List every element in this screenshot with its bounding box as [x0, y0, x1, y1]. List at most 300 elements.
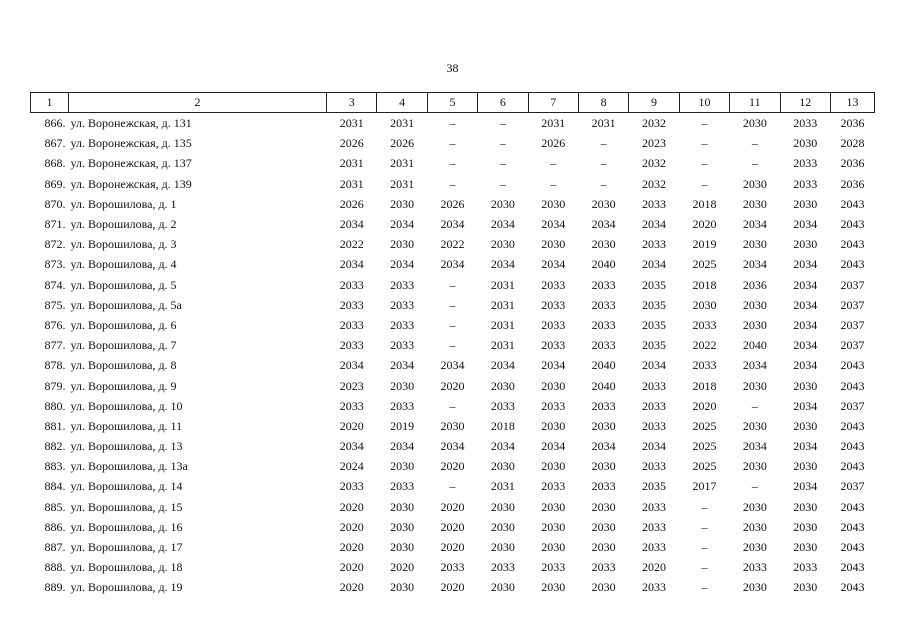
year-cell: 2033 — [642, 237, 667, 252]
year-cell: 2034 — [642, 439, 667, 454]
year-cell: – — [499, 176, 506, 191]
year-cell: – — [449, 479, 456, 494]
year-cell: 2033 — [339, 398, 364, 413]
year-cell: – — [550, 156, 557, 171]
year-cell: 2020 — [339, 540, 364, 555]
address-cell: ул. Ворошилова, д. 4 — [70, 257, 177, 272]
table-row — [31, 537, 875, 557]
year-cell: 2030 — [793, 418, 818, 433]
year-cell: – — [449, 398, 456, 413]
year-cell: 2032 — [642, 176, 667, 191]
table-row — [31, 497, 875, 517]
year-cell: 2033 — [793, 560, 818, 575]
year-cell: 2030 — [390, 196, 415, 211]
year-cell: 2034 — [793, 257, 818, 272]
year-cell: 2033 — [541, 560, 566, 575]
year-cell: 2018 — [692, 378, 717, 393]
year-cell: 2020 — [440, 540, 465, 555]
year-cell: 2033 — [642, 540, 667, 555]
year-cell: 2043 — [840, 499, 865, 514]
year-cell: 2034 — [490, 257, 515, 272]
year-cell: 2023 — [642, 136, 667, 151]
year-cell: 2026 — [390, 136, 415, 151]
year-cell: – — [701, 136, 708, 151]
year-cell: 2036 — [840, 116, 865, 131]
year-cell: 2033 — [642, 580, 667, 595]
year-cell: 2034 — [742, 217, 767, 232]
year-cell: – — [701, 580, 708, 595]
year-cell: 2034 — [390, 217, 415, 232]
year-cell: 2034 — [390, 358, 415, 373]
header-cell: 13 — [830, 93, 874, 113]
address-cell: ул. Ворошилова, д. 6 — [70, 317, 177, 332]
year-cell: 2035 — [642, 317, 667, 332]
year-cell: 2030 — [390, 499, 415, 514]
table-row — [31, 436, 875, 456]
address-cell: ул. Ворошилова, д. 14 — [70, 479, 183, 494]
year-cell: 2030 — [541, 378, 566, 393]
year-cell: 2030 — [742, 519, 767, 534]
year-cell: – — [751, 136, 758, 151]
year-cell: 2017 — [692, 479, 717, 494]
year-cell: 2030 — [541, 519, 566, 534]
year-cell: 2028 — [840, 136, 865, 151]
year-cell: 2030 — [541, 196, 566, 211]
table-row — [31, 396, 875, 416]
year-cell: 2020 — [339, 560, 364, 575]
table-header — [31, 93, 875, 113]
year-cell: – — [449, 277, 456, 292]
year-cell: 2030 — [742, 418, 767, 433]
address-cell: ул. Ворошилова, д. 17 — [70, 540, 183, 555]
year-cell: 2040 — [742, 338, 767, 353]
table-row — [31, 234, 875, 254]
year-cell: 2043 — [840, 378, 865, 393]
year-cell: 2031 — [541, 116, 566, 131]
row-number: 875. — [44, 297, 66, 312]
year-cell: 2030 — [591, 196, 616, 211]
table-row — [31, 254, 875, 274]
year-cell: 2020 — [339, 418, 364, 433]
year-cell: 2031 — [490, 297, 515, 312]
year-cell: 2030 — [390, 378, 415, 393]
year-cell: 2031 — [490, 277, 515, 292]
year-cell: 2033 — [642, 196, 667, 211]
row-number: 886. — [44, 519, 66, 534]
row-number: 869. — [44, 176, 66, 191]
address-cell: ул. Ворошилова, д. 10 — [70, 398, 183, 413]
year-cell: 2030 — [490, 519, 515, 534]
year-cell: 2024 — [339, 459, 364, 474]
year-cell: 2034 — [742, 439, 767, 454]
year-cell: 2033 — [642, 378, 667, 393]
address-cell: ул. Ворошилова, д. 19 — [70, 580, 183, 595]
year-cell: 2031 — [490, 317, 515, 332]
year-cell: 2030 — [742, 297, 767, 312]
year-cell: 2030 — [541, 418, 566, 433]
year-cell: 2033 — [742, 560, 767, 575]
year-cell: 2034 — [390, 439, 415, 454]
year-cell: 2030 — [541, 459, 566, 474]
year-cell: 2033 — [692, 358, 717, 373]
table-row — [31, 557, 875, 577]
year-cell: 2030 — [390, 519, 415, 534]
year-cell: 2030 — [490, 196, 515, 211]
header-cell: 6 — [478, 93, 528, 113]
row-number: 873. — [44, 257, 66, 272]
address-cell: ул. Воронежская, д. 135 — [70, 136, 192, 151]
year-cell: 2033 — [541, 297, 566, 312]
year-cell: 2043 — [840, 237, 865, 252]
year-cell: 2034 — [793, 277, 818, 292]
year-cell: – — [751, 398, 758, 413]
year-cell: 2033 — [339, 277, 364, 292]
data-table — [30, 92, 875, 598]
year-cell: – — [449, 176, 456, 191]
address-cell: ул. Ворошилова, д. 7 — [70, 338, 177, 353]
year-cell: 2034 — [339, 217, 364, 232]
year-cell: 2033 — [490, 398, 515, 413]
year-cell: 2025 — [692, 257, 717, 272]
year-cell: 2020 — [390, 560, 415, 575]
year-cell: 2037 — [840, 479, 865, 494]
year-cell: 2036 — [840, 176, 865, 191]
row-number: 867. — [44, 136, 66, 151]
page-number: 38 — [446, 61, 459, 75]
year-cell: 2025 — [692, 418, 717, 433]
year-cell: 2030 — [541, 540, 566, 555]
table-row — [31, 456, 875, 476]
row-number: 870. — [44, 196, 66, 211]
year-cell: 2030 — [390, 237, 415, 252]
year-cell: 2033 — [541, 277, 566, 292]
year-cell: 2034 — [793, 398, 818, 413]
year-cell: 2043 — [840, 560, 865, 575]
year-cell: – — [701, 176, 708, 191]
year-cell: 2035 — [642, 338, 667, 353]
year-cell: 2030 — [591, 418, 616, 433]
year-cell: 2037 — [840, 398, 865, 413]
year-cell: 2030 — [490, 499, 515, 514]
year-cell: 2030 — [793, 540, 818, 555]
year-cell: 2035 — [642, 479, 667, 494]
year-cell: 2043 — [840, 358, 865, 373]
year-cell: 2033 — [339, 297, 364, 312]
year-cell: 2035 — [642, 297, 667, 312]
table-row — [31, 577, 875, 597]
year-cell: 2033 — [692, 317, 717, 332]
header-cell: 10 — [679, 93, 729, 113]
year-cell: 2030 — [390, 459, 415, 474]
year-cell: 2040 — [591, 358, 616, 373]
year-cell: 2033 — [591, 398, 616, 413]
year-cell: 2033 — [591, 560, 616, 575]
year-cell: – — [449, 136, 456, 151]
year-cell: 2034 — [440, 358, 465, 373]
year-cell: 2030 — [793, 459, 818, 474]
year-cell: – — [449, 317, 456, 332]
year-cell: 2022 — [339, 237, 364, 252]
year-cell: 2030 — [793, 580, 818, 595]
year-cell: 2033 — [642, 519, 667, 534]
address-cell: ул. Ворошилова, д. 5 — [70, 277, 177, 292]
year-cell: 2030 — [591, 459, 616, 474]
table-row — [31, 517, 875, 537]
year-cell: 2037 — [840, 297, 865, 312]
year-cell: 2034 — [490, 439, 515, 454]
year-cell: 2033 — [490, 560, 515, 575]
year-cell: 2030 — [742, 580, 767, 595]
header-cell: 1 — [31, 93, 69, 113]
year-cell: 2033 — [793, 116, 818, 131]
year-cell: 2030 — [541, 499, 566, 514]
year-cell: 2033 — [541, 479, 566, 494]
year-cell: 2033 — [541, 317, 566, 332]
address-cell: ул. Воронежская, д. 139 — [70, 176, 192, 191]
year-cell: 2034 — [793, 358, 818, 373]
row-number: 877. — [44, 338, 66, 353]
table-row — [31, 174, 875, 194]
year-cell: 2034 — [642, 217, 667, 232]
year-cell: 2043 — [840, 439, 865, 454]
year-cell: 2030 — [742, 317, 767, 332]
year-cell: 2033 — [642, 418, 667, 433]
address-cell: ул. Ворошилова, д. 2 — [70, 217, 177, 232]
year-cell: 2033 — [390, 297, 415, 312]
year-cell: 2034 — [440, 217, 465, 232]
year-cell: 2026 — [440, 196, 465, 211]
year-cell: 2020 — [339, 519, 364, 534]
year-cell: 2030 — [793, 237, 818, 252]
year-cell: 2033 — [591, 297, 616, 312]
year-cell: – — [701, 116, 708, 131]
header-cell: 3 — [327, 93, 377, 113]
year-cell: 2034 — [390, 257, 415, 272]
year-cell: 2031 — [390, 116, 415, 131]
table-row — [31, 113, 875, 134]
year-cell: 2034 — [440, 439, 465, 454]
year-cell: 2034 — [742, 358, 767, 373]
address-cell: ул. Воронежская, д. 131 — [70, 116, 192, 131]
address-cell: ул. Ворошилова, д. 15 — [70, 499, 183, 514]
year-cell: – — [701, 560, 708, 575]
year-cell: 2030 — [490, 459, 515, 474]
row-number: 881. — [44, 418, 66, 433]
year-cell: 2037 — [840, 338, 865, 353]
address-cell: ул. Ворошилова, д. 11 — [70, 418, 183, 433]
year-cell: 2030 — [490, 580, 515, 595]
year-cell: 2030 — [541, 580, 566, 595]
year-cell: – — [701, 499, 708, 514]
year-cell: 2033 — [390, 277, 415, 292]
year-cell: 2034 — [793, 479, 818, 494]
year-cell: 2030 — [591, 540, 616, 555]
address-cell: ул. Ворошилова, д. 8 — [70, 358, 177, 373]
header-cell: 8 — [578, 93, 628, 113]
year-cell: 2033 — [440, 560, 465, 575]
row-number: 872. — [44, 237, 66, 252]
year-cell: 2031 — [339, 156, 364, 171]
year-cell: 2030 — [742, 499, 767, 514]
year-cell: 2043 — [840, 217, 865, 232]
address-cell: ул. Ворошилова, д. 13 — [70, 439, 183, 454]
row-number: 878. — [44, 358, 66, 373]
year-cell: 2033 — [339, 338, 364, 353]
year-cell: 2030 — [793, 519, 818, 534]
year-cell: 2033 — [591, 338, 616, 353]
table-row — [31, 375, 875, 395]
table-row — [31, 416, 875, 436]
year-cell: – — [499, 116, 506, 131]
header-cell: 5 — [427, 93, 477, 113]
year-cell: 2019 — [692, 237, 717, 252]
header-cell: 4 — [377, 93, 427, 113]
row-number: 871. — [44, 217, 66, 232]
table-row — [31, 133, 875, 153]
year-cell: – — [449, 297, 456, 312]
year-cell: 2043 — [840, 257, 865, 272]
year-cell: – — [701, 519, 708, 534]
year-cell: – — [751, 479, 758, 494]
year-cell: 2034 — [793, 297, 818, 312]
year-cell: 2026 — [339, 196, 364, 211]
year-cell: 2030 — [742, 237, 767, 252]
year-cell: 2033 — [793, 176, 818, 191]
year-cell: 2030 — [793, 499, 818, 514]
year-cell: 2022 — [440, 237, 465, 252]
year-cell: 2033 — [591, 479, 616, 494]
year-cell: 2033 — [541, 338, 566, 353]
year-cell: 2030 — [742, 196, 767, 211]
table-row — [31, 476, 875, 496]
year-cell: 2030 — [591, 237, 616, 252]
year-cell: 2036 — [840, 156, 865, 171]
year-cell: 2020 — [692, 398, 717, 413]
row-number: 889. — [44, 580, 66, 595]
year-cell: 2034 — [541, 257, 566, 272]
year-cell: 2030 — [692, 297, 717, 312]
year-cell: 2020 — [692, 217, 717, 232]
year-cell: – — [600, 156, 607, 171]
address-cell: ул. Ворошилова, д. 9 — [70, 378, 177, 393]
year-cell: 2034 — [642, 358, 667, 373]
year-cell: 2034 — [339, 358, 364, 373]
row-number: 874. — [44, 277, 66, 292]
year-cell: 2032 — [642, 116, 667, 131]
address-cell: ул. Воронежская, д. 137 — [70, 156, 192, 171]
year-cell: 2034 — [541, 217, 566, 232]
year-cell: – — [751, 156, 758, 171]
year-cell: – — [701, 540, 708, 555]
year-cell: 2023 — [339, 378, 364, 393]
year-cell: 2030 — [490, 378, 515, 393]
year-cell: 2031 — [591, 116, 616, 131]
year-cell: 2030 — [742, 540, 767, 555]
year-cell: 2030 — [490, 237, 515, 252]
row-number: 879. — [44, 378, 66, 393]
year-cell: 2018 — [692, 196, 717, 211]
address-cell: ул. Ворошилова, д. 16 — [70, 519, 183, 534]
table-row — [31, 153, 875, 173]
year-cell: – — [701, 156, 708, 171]
header-cell: 12 — [780, 93, 830, 113]
year-cell: 2043 — [840, 459, 865, 474]
year-cell: 2018 — [490, 418, 515, 433]
year-cell: 2034 — [339, 439, 364, 454]
year-cell: 2034 — [339, 257, 364, 272]
table-row — [31, 355, 875, 375]
year-cell: 2025 — [692, 459, 717, 474]
header-cell: 11 — [730, 93, 780, 113]
year-cell: 2033 — [339, 479, 364, 494]
row-number: 882. — [44, 439, 66, 454]
row-number: 884. — [44, 479, 66, 494]
year-cell: 2020 — [440, 499, 465, 514]
year-cell: 2020 — [339, 580, 364, 595]
table-row — [31, 275, 875, 295]
year-cell: 2030 — [591, 499, 616, 514]
row-number: 868. — [44, 156, 66, 171]
row-number: 888. — [44, 560, 66, 575]
year-cell: 2033 — [591, 317, 616, 332]
year-cell: 2032 — [642, 156, 667, 171]
year-cell: 2034 — [793, 439, 818, 454]
year-cell: 2025 — [692, 439, 717, 454]
year-cell: 2043 — [840, 580, 865, 595]
table-row — [31, 214, 875, 234]
year-cell: 2033 — [793, 156, 818, 171]
year-cell: 2033 — [390, 398, 415, 413]
year-cell: 2030 — [742, 116, 767, 131]
year-cell: 2019 — [390, 418, 415, 433]
address-cell: ул. Ворошилова, д. 13а — [70, 459, 188, 474]
row-number: 866. — [44, 116, 66, 131]
header-row — [31, 93, 875, 113]
year-cell: 2037 — [840, 277, 865, 292]
year-cell: 2043 — [840, 519, 865, 534]
header-cell: 9 — [629, 93, 679, 113]
year-cell: 2043 — [840, 418, 865, 433]
year-cell: 2034 — [541, 358, 566, 373]
year-cell: 2030 — [541, 237, 566, 252]
year-cell: – — [600, 176, 607, 191]
year-cell: 2020 — [642, 560, 667, 575]
year-cell: 2018 — [692, 277, 717, 292]
year-cell: 2031 — [390, 176, 415, 191]
year-cell: 2033 — [390, 338, 415, 353]
year-cell: 2033 — [541, 398, 566, 413]
year-cell: 2020 — [440, 580, 465, 595]
row-number: 885. — [44, 499, 66, 514]
year-cell: 2030 — [742, 176, 767, 191]
year-cell: 2031 — [339, 116, 364, 131]
year-cell: 2031 — [490, 479, 515, 494]
year-cell: 2030 — [742, 378, 767, 393]
year-cell: 2034 — [440, 257, 465, 272]
year-cell: 2034 — [793, 338, 818, 353]
year-cell: 2033 — [642, 499, 667, 514]
table-row — [31, 194, 875, 214]
table-body — [31, 113, 875, 598]
year-cell: 2030 — [591, 580, 616, 595]
year-cell: 2034 — [490, 358, 515, 373]
year-cell: – — [550, 176, 557, 191]
year-cell: 2026 — [541, 136, 566, 151]
year-cell: 2030 — [793, 136, 818, 151]
year-cell: 2033 — [642, 398, 667, 413]
year-cell: 2031 — [490, 338, 515, 353]
year-cell: 2034 — [591, 217, 616, 232]
